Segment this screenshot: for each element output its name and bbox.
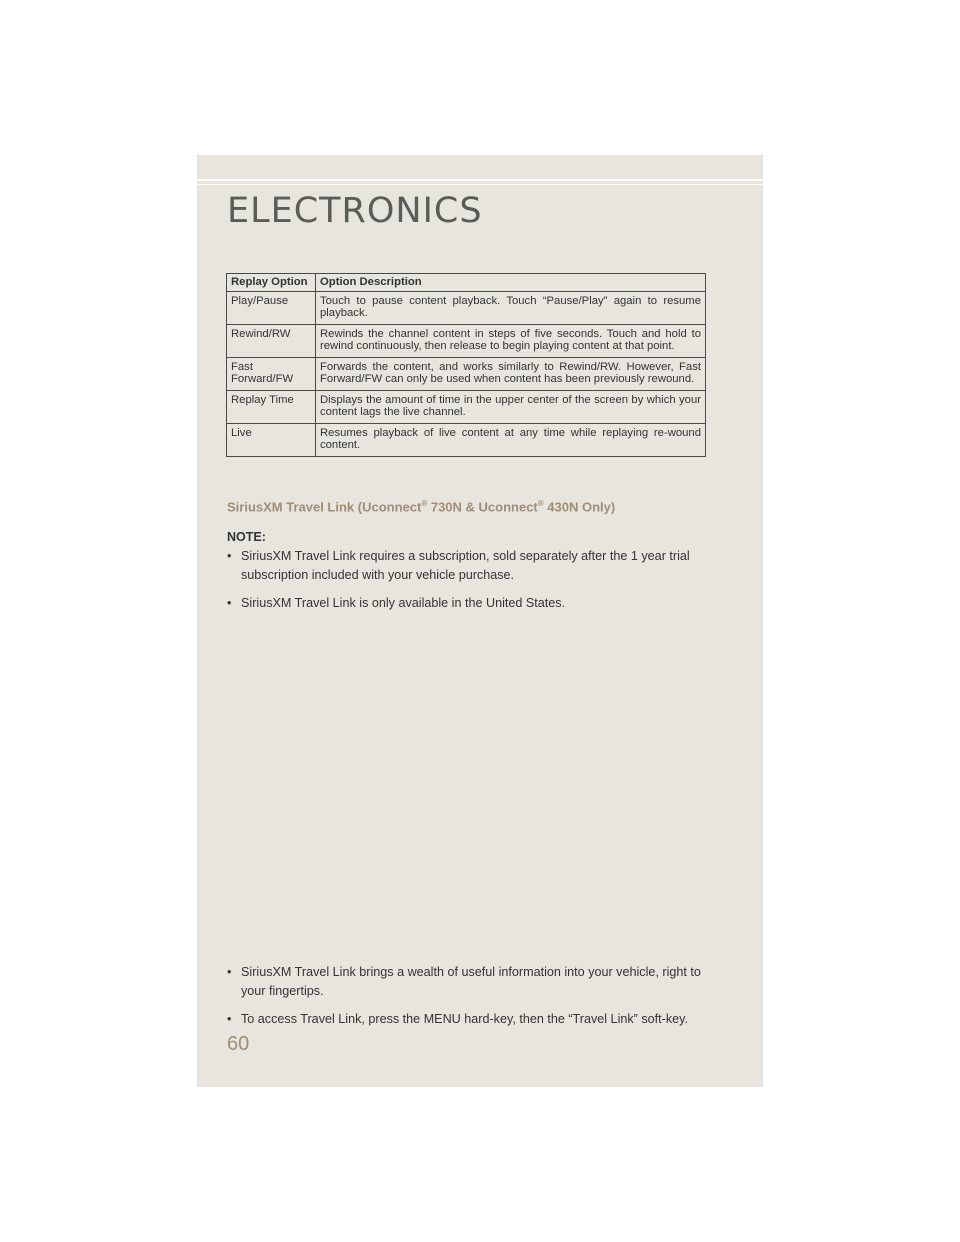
note-label: NOTE:: [227, 530, 266, 544]
bullet-icon: •: [227, 549, 232, 563]
bullet-icon: •: [227, 1012, 232, 1026]
replay-description-cell: Forwards the content, and works similarly to Rewind/RW. However, Fast Forward/FW can only be used when content has been previously rewound.: [316, 357, 706, 390]
travel-link-heading: [227, 499, 615, 514]
replay-option-cell: Live: [227, 423, 316, 456]
replay-option-cell: Fast Forward/FW: [227, 357, 316, 390]
registered-mark: ®: [421, 499, 428, 508]
list-item: [227, 594, 711, 613]
list-item-text: To access Travel Link, press the MENU hard-key, then the “Travel Link” soft-key.: [241, 1012, 689, 1026]
column-header-option: Replay Option: [227, 274, 316, 292]
page-number: 60: [227, 1033, 250, 1055]
table-row: [227, 423, 706, 456]
replay-description-cell: Displays the amount of time in the upper center of the screen by which your content lags the live channel.: [316, 390, 706, 423]
heading-text-part1: SiriusXM Travel Link (Uconnect: [227, 499, 422, 515]
bullet-icon: •: [227, 965, 232, 979]
list-item: [227, 963, 711, 1001]
column-header-description: Option Description: [316, 274, 706, 292]
table-row: [227, 291, 706, 324]
heading-text-part3: 430N Only): [543, 499, 616, 515]
table-row: [227, 324, 706, 357]
replay-description-cell: Resumes playback of live content at any time while replaying re-wound content.: [316, 423, 706, 456]
list-item-text: SiriusXM Travel Link brings a wealth of useful information into your vehicle, right to your fingertips.: [241, 965, 701, 998]
note-bullet-list: [227, 547, 711, 622]
registered-mark: ®: [537, 499, 544, 508]
replay-option-cell: Replay Time: [227, 390, 316, 423]
manual-page: [197, 155, 763, 1087]
section-title: ELECTRONICS: [227, 191, 483, 231]
replay-options-table: [226, 273, 706, 457]
replay-description-cell: Touch to pause content playback. Touch “Pause/Play” again to resume playback.: [316, 291, 706, 324]
list-item-text: SiriusXM Travel Link is only available in the United States.: [241, 596, 566, 610]
header-rule: [197, 179, 763, 181]
header-rule-thin: [197, 184, 763, 185]
bullet-icon: •: [227, 596, 232, 610]
list-item: [227, 1010, 711, 1029]
list-item-text: SiriusXM Travel Link requires a subscription, sold separately after the 1 year trial subscription included with your vehicle purchase.: [241, 549, 690, 582]
table-row: [227, 390, 706, 423]
table-row: [227, 357, 706, 390]
list-item: [227, 547, 711, 585]
table-header-row: [227, 274, 706, 292]
replay-option-cell: Rewind/RW: [227, 324, 316, 357]
heading-text-part2: 730N & Uconnect: [427, 499, 538, 515]
info-bullet-list: [227, 963, 711, 1038]
replay-description-cell: Rewinds the channel content in steps of five seconds. Touch and hold to rewind continuously, then release to begin playing content at that point.: [316, 324, 706, 357]
replay-option-cell: Play/Pause: [227, 291, 316, 324]
